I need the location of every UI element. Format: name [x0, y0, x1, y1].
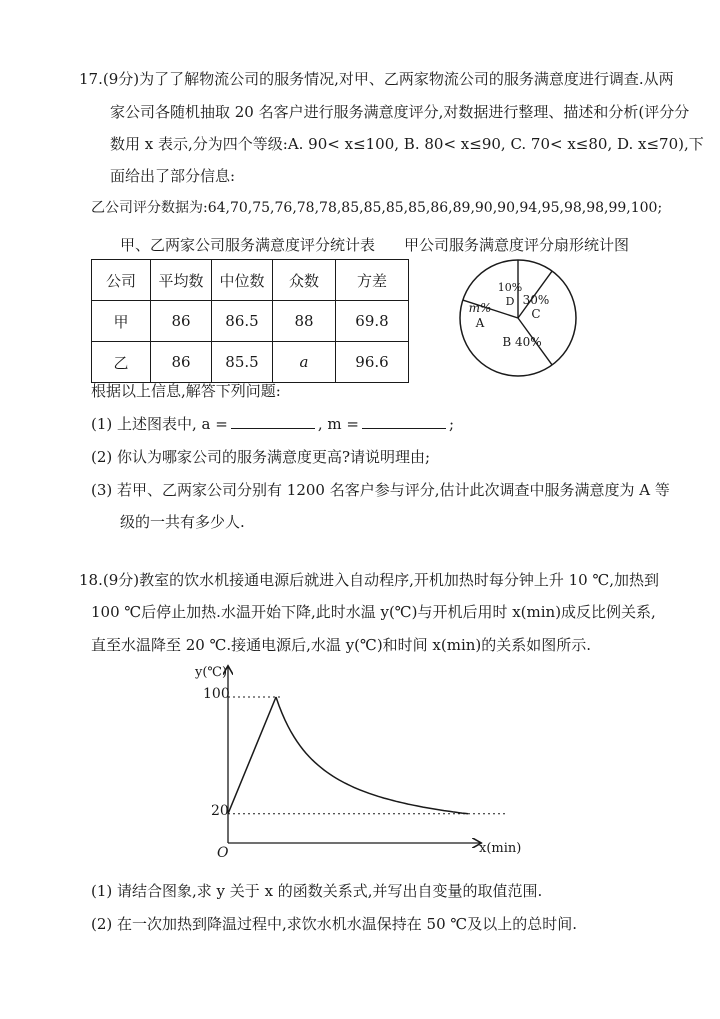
q18-line1: 18.(9分)教室的饮水机接通电源后就进入自动程序,开机加热时每分钟上升 10 ℃,加热到: [79, 571, 660, 589]
pie-slice-label: m% A: [468, 301, 492, 330]
sub1-part-c: ;: [448, 415, 455, 433]
answer-blank-m[interactable]: [362, 414, 446, 429]
table-header-cell: 平均数: [151, 260, 212, 301]
y-tick-label: 100: [203, 686, 230, 702]
x-axis-label: x(min): [479, 841, 522, 856]
table-header-cell: 众数: [273, 260, 336, 301]
cooling-curve: [276, 697, 468, 814]
table-cell: 甲: [92, 301, 151, 342]
pie-slice-label: B 40%: [502, 335, 542, 349]
q17-sub3-line2: 级的一共有多少人.: [120, 513, 245, 531]
q17-line1: 17.(9分)为了了解物流公司的服务情况,对甲、乙两家物流公司的服务满意度进行调查.从两: [79, 70, 674, 88]
q18-sub2: (2) 在一次加热到降温过程中,求饮水机水温保持在 50 ℃及以上的总时间.: [91, 915, 577, 933]
table-header-cell: 公司: [92, 260, 151, 301]
origin-label: O: [217, 845, 229, 861]
sub1-part-b: , m =: [317, 415, 359, 433]
y-tick-label: 20: [211, 803, 229, 819]
table-cell: 86: [151, 301, 212, 342]
table-cell: 乙: [92, 342, 151, 383]
table-cell: 88: [273, 301, 336, 342]
table-cell: 86: [151, 342, 212, 383]
q17-line3: 数用 x 表示,分为四个等级:A. 90< x≤100, B. 80< x≤90, C. 70< x≤80, D. x≤70),下: [110, 135, 704, 153]
heating-segment: [228, 697, 276, 814]
stats-table: [91, 259, 409, 383]
table-cell: 85.5: [212, 342, 273, 383]
pie-slice-label: 10% D: [497, 281, 523, 308]
temperature-graph: [190, 655, 530, 870]
q18-line3: 直至水温降至 20 ℃.接通电源后,水温 y(℃)和时间 x(min)的关系如图所示.: [91, 636, 592, 654]
q17-sub1: [91, 413, 454, 435]
table-cell: 86.5: [212, 301, 273, 342]
pie-caption: 甲公司服务满意度评分扇形统计图: [404, 236, 630, 254]
q17-intro: 根据以上信息,解答下列问题:: [91, 382, 281, 400]
table-cell: 96.6: [336, 342, 409, 383]
table-header-row: [92, 260, 409, 301]
table-header-cell: 中位数: [212, 260, 273, 301]
q17-data-line: 乙公司评分数据为:64,70,75,76,78,78,85,85,85,85,86,89,90,90,94,95,98,98,99,100;: [91, 200, 663, 216]
q17-line4: 面给出了部分信息:: [110, 167, 236, 185]
q18-line2: 100 ℃后停止加热.水温开始下降,此时水温 y(℃)与开机后用时 x(min)成反比例关系,: [91, 603, 656, 621]
q17-sub2: (2) 你认为哪家公司的服务满意度更高?请说明理由;: [91, 448, 431, 466]
pie-chart: [455, 255, 585, 385]
q17-line2: 家公司各随机抽取 20 名客户进行服务满意度评分,对数据进行整理、描述和分析(评分分: [110, 103, 690, 121]
table-header-cell: 方差: [336, 260, 409, 301]
table-caption: 甲、乙两家公司服务满意度评分统计表: [120, 236, 376, 254]
table-row: [92, 342, 409, 383]
table-row: [92, 301, 409, 342]
table-cell: 69.8: [336, 301, 409, 342]
sub1-part-a: (1) 上述图表中, a =: [91, 415, 228, 433]
table-cell: a: [273, 342, 336, 383]
pie-slice-label: 30% C: [522, 293, 550, 321]
q18-sub1: (1) 请结合图象,求 y 关于 x 的函数关系式,并写出自变量的取值范围.: [91, 882, 543, 900]
q17-sub3-line1: (3) 若甲、乙两家公司分别有 1200 名客户参与评分,估计此次调查中服务满意度为 A 等: [91, 481, 670, 499]
answer-blank-a[interactable]: [231, 414, 315, 429]
y-axis-label: y(℃): [195, 665, 228, 680]
